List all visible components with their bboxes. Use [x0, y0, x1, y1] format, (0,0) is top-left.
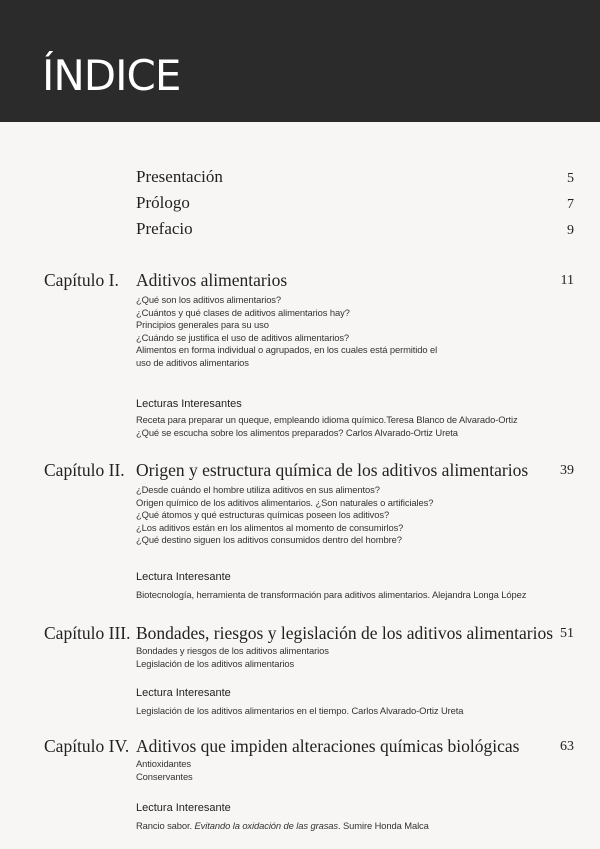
topic-item[interactable]: uso de aditivos alimentarios	[136, 356, 249, 368]
toc-entry-prefacio[interactable]	[136, 219, 574, 241]
topic-item[interactable]: Conservantes	[136, 770, 193, 782]
toc-entry-title: Prólogo	[136, 193, 190, 212]
reading-author: . Sumire Honda Malca	[338, 820, 429, 831]
reading-text: Rancio sabor.	[136, 820, 195, 831]
chapter-topics	[136, 484, 433, 547]
chapter-topics	[136, 294, 437, 369]
chapter-page: 39	[560, 463, 574, 478]
chapter-title[interactable]: Aditivos alimentarios	[136, 270, 288, 290]
chapter-label: Capítulo II.	[44, 460, 125, 480]
topic-item[interactable]: ¿Cuándo se justifica el uso de aditivos alimentarios?	[136, 331, 350, 343]
readings-list	[136, 820, 429, 833]
reading-item[interactable]	[136, 820, 429, 833]
readings-heading: Lectura Interesante	[136, 571, 231, 583]
topic-item[interactable]: Origen químico de los aditivos alimentarios. ¿Son naturales o artificiales?	[136, 496, 434, 508]
topic-item[interactable]: ¿Los aditivos están en los alimentos al momento de consumirlos?	[136, 521, 404, 533]
topic-item[interactable]: Alimentos en forma individual o agrupados, en los cuales está permitido el	[136, 344, 438, 355]
topic-item[interactable]: ¿Cuántos y qué clases de aditivos alimentarios hay?	[136, 306, 350, 318]
topic-item[interactable]: ¿Qué son los aditivos alimentarios?	[136, 294, 282, 305]
reading-item[interactable]: Biotecnología, herramienta de transformación para aditivos alimentarios. Alejandra Longa López	[136, 589, 527, 600]
chapter-title[interactable]: Aditivos que impiden alteraciones químicas biológicas	[136, 736, 520, 756]
toc-entry-page: 5	[567, 171, 574, 186]
toc-entry-title: Prefacio	[136, 219, 193, 238]
toc-entry-presentacion[interactable]	[136, 167, 574, 189]
chapter-page: 63	[560, 739, 574, 754]
topic-item[interactable]: ¿Desde cuándo el hombre utiliza aditivos en sus alimentos?	[136, 484, 380, 495]
chapter-label: Capítulo IV.	[44, 736, 130, 756]
toc-entry-page: 7	[567, 197, 574, 212]
chapter-topics	[136, 645, 329, 670]
topic-item[interactable]: Bondades y riesgos de los aditivos alimentarios	[136, 645, 329, 656]
topic-item[interactable]: Legislación de los aditivos alimentarios	[136, 657, 295, 669]
toc-entry-prologo[interactable]	[136, 193, 574, 215]
chapter-title[interactable]: Origen y estructura química de los aditivos alimentarios	[136, 460, 529, 480]
chapter-page: 51	[560, 626, 574, 641]
readings-list	[136, 414, 518, 439]
topic-item[interactable]: Principios generales para su uso	[136, 319, 269, 330]
topic-item[interactable]: Antioxidantes	[136, 758, 191, 769]
page-title: ÍNDICE	[42, 51, 181, 100]
topic-item[interactable]: ¿Qué átomos y qué estructuras químicas poseen los aditivos?	[136, 509, 390, 520]
chapter-label: Capítulo I.	[44, 270, 119, 290]
chapter-topics	[136, 758, 193, 783]
readings-list	[136, 589, 526, 602]
readings-heading: Lectura Interesante	[136, 802, 231, 814]
readings-heading: Lecturas Interesantes	[136, 398, 242, 410]
chapter-title[interactable]: Bondades, riesgos y legislación de los aditivos alimentarios	[136, 623, 554, 643]
readings-heading: Lectura Interesante	[136, 687, 231, 699]
chapter-page: 11	[560, 273, 574, 288]
toc-entry-page: 9	[567, 223, 574, 238]
chapter-label: Capítulo III.	[44, 623, 131, 643]
topic-item[interactable]: ¿Qué destino siguen los aditivos consumidos dentro del hombre?	[136, 534, 402, 545]
reading-item[interactable]: Legislación de los aditivos alimentarios en el tiempo. Carlos Alvarado-Ortiz Ureta	[136, 705, 464, 716]
reading-item[interactable]: ¿Qué se escucha sobre los alimentos preparados? Carlos Alvarado-Ortiz Ureta	[136, 426, 458, 438]
readings-list	[136, 705, 463, 718]
toc-entry-title: Presentación	[136, 167, 223, 186]
reading-subtitle: Evitando la oxidación de las grasas	[194, 820, 338, 831]
header-band	[0, 0, 600, 122]
reading-item[interactable]: Receta para preparar un queque, empleando idioma químico.Teresa Blanco de Alvarado-Ortiz	[136, 414, 518, 425]
